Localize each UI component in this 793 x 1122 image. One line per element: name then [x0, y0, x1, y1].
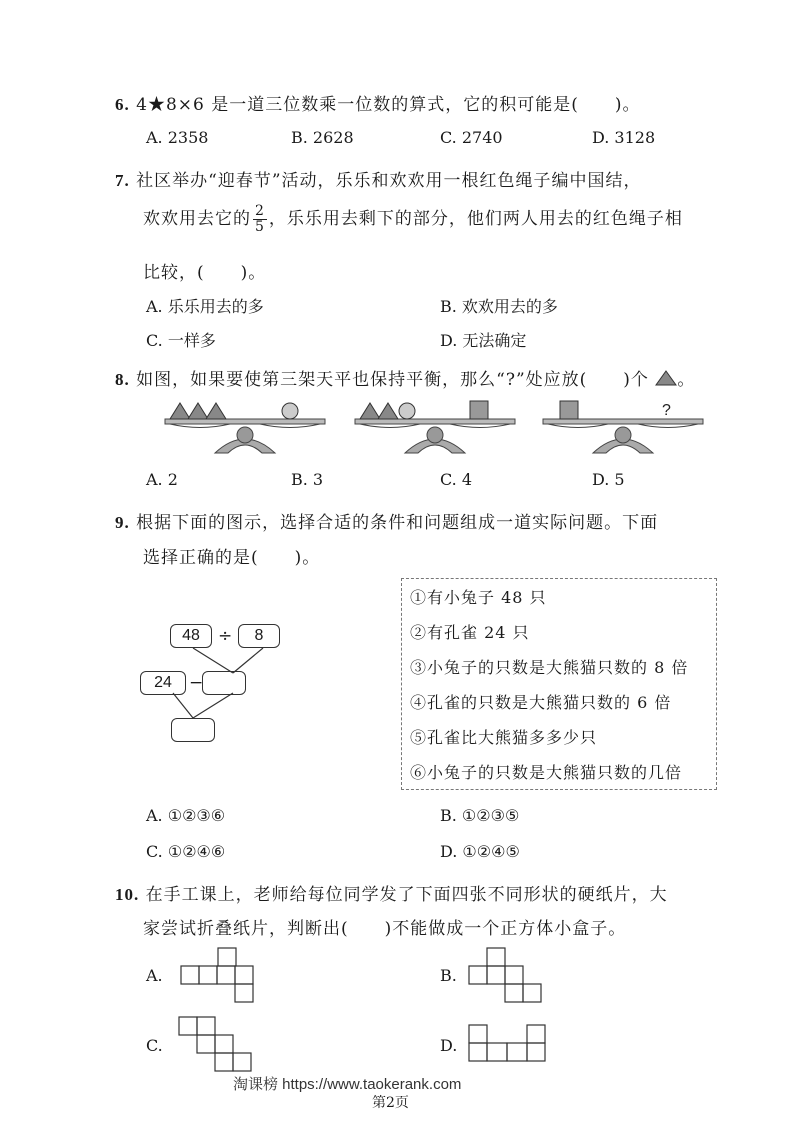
q10-line1-text: 在手工课上，老师给每位同学发了下面四张不同形状的硬纸片，大 [145, 885, 668, 905]
q9-divide-sign: ÷ [218, 626, 233, 646]
q10-option-d[interactable]: D. [440, 1036, 458, 1055]
balance-1 [165, 403, 325, 453]
q7-fraction [253, 204, 267, 235]
q7-line2 [143, 204, 683, 235]
q10-line2: 家尝试折叠纸片，判断出( )不能做成一个正方体小盒子。 [143, 919, 627, 939]
triangle-icon [188, 403, 208, 419]
q7-number: 7. [115, 171, 130, 190]
q9-condition-4: ④孔雀的只数是大熊猫只数的 6 倍 [410, 693, 672, 712]
q8-stem: 如图，如果要使第三架天平也保持平衡，那么“?”处应放( )个 [136, 370, 649, 390]
q9-number: 9. [115, 513, 130, 532]
triangle-icon [170, 403, 190, 419]
q9-condition-1: ①有小兔子 48 只 [410, 588, 547, 607]
q7-line1-text: 社区举办“迎春节”活动，乐乐和欢欢用一根红色绳子编中国结， [136, 171, 642, 191]
balance-3-left-pan [548, 424, 608, 428]
q9-box-empty-2 [171, 718, 215, 742]
q8-option-a[interactable]: A. 2 [146, 470, 178, 489]
q9-option-b[interactable]: B. ①②③⑤ [440, 806, 520, 825]
q9-conditions-box [401, 578, 717, 790]
square-icon [560, 401, 578, 419]
balance-2-pivot [427, 427, 443, 443]
q10-line1 [115, 880, 668, 905]
circle-icon [282, 403, 298, 419]
q6-option-c[interactable]: C. 2740 [440, 128, 503, 147]
question-mark: ? [662, 402, 671, 419]
page-number: 第2页 [372, 1095, 409, 1111]
q9-box-48: 48 [170, 624, 212, 648]
footer-watermark[interactable]: 淘课榜 https://www.taokerank.com [233, 1076, 462, 1093]
q7-line1 [115, 166, 642, 191]
balance-2-beam [355, 419, 515, 424]
balance-figure [160, 395, 720, 457]
q9-box-empty-1 [202, 671, 246, 695]
q6-number: 6. [115, 95, 130, 114]
q9-condition-3: ③小兔子的只数是大熊猫只数的 8 倍 [410, 658, 689, 677]
balance-2-right-pan [450, 424, 510, 428]
q9-line1-text: 根据下面的图示，选择合适的条件和问题组成一道实际问题。下面 [136, 513, 659, 533]
q10-number: 10. [115, 885, 140, 904]
q6-option-d[interactable]: D. 3128 [592, 128, 656, 147]
q7-frac-num: 2 [255, 203, 265, 219]
q8-option-b[interactable]: B. 3 [291, 470, 324, 489]
q9-option-c[interactable]: C. ①②④⑥ [146, 842, 226, 861]
triangle-icon [378, 403, 398, 419]
q8-option-d[interactable]: D. 5 [592, 470, 625, 489]
q9-box-8: 8 [238, 624, 280, 648]
q8-stem-line: 8. 如图，如果要使第三架天平也保持平衡，那么“?”处应放( )个 。 [115, 370, 696, 390]
balance-3 [543, 401, 703, 453]
q10-option-c[interactable]: C. [146, 1036, 163, 1055]
q6-stem-line [115, 90, 641, 115]
q6-option-a[interactable]: A. 2358 [146, 128, 209, 147]
q9-condition-6: ⑥小兔子的只数是大熊猫只数的几倍 [410, 763, 683, 782]
q9-option-a[interactable]: A. ①②③⑥ [146, 806, 226, 825]
balance-1-beam [165, 419, 325, 424]
q9-option-d[interactable]: D. ①②④⑤ [440, 842, 520, 861]
q10-net-b [468, 947, 544, 1005]
q10-net-d [468, 1024, 548, 1066]
q6-option-b[interactable]: B. 2628 [291, 128, 354, 147]
q9-condition-2: ②有孔雀 24 只 [410, 623, 530, 642]
q10-option-b[interactable]: B. [440, 966, 457, 985]
balance-1-pivot [237, 427, 253, 443]
q7-line2-post: ，乐乐用去剩下的部分，他们两人用去的红色绳子相 [268, 209, 683, 229]
q9-box-24: 24 [140, 671, 186, 695]
q7-line2-pre: 欢欢用去它的 [143, 209, 251, 229]
q8-number: 8. [115, 370, 130, 389]
q6-stem: 4★8×6 是一道三位数乘一位数的算式，它的积可能是( )。 [136, 95, 641, 115]
balance-3-right-pan [638, 424, 698, 428]
balance-2-left-pan [360, 424, 420, 428]
triangle-icon [655, 369, 677, 387]
balance-2 [355, 401, 515, 453]
triangle-icon [360, 403, 380, 419]
balance-1-left-pan [170, 424, 230, 428]
q9-minus-sign: − [189, 673, 204, 693]
triangle-icon [206, 403, 226, 419]
q10-net-c [178, 1016, 254, 1074]
q7-option-b[interactable]: B. 欢欢用去的多 [440, 297, 558, 316]
q10-option-a[interactable]: A. [146, 966, 163, 985]
circle-icon [399, 403, 415, 419]
q9-line2: 选择正确的是( )。 [143, 548, 321, 568]
q7-option-d[interactable]: D. 无法确定 [440, 331, 527, 350]
square-icon [470, 401, 488, 419]
q9-line1 [115, 508, 658, 533]
q7-line3: 比较，( )。 [143, 263, 267, 283]
q7-option-c[interactable]: C. 一样多 [146, 331, 216, 350]
q8-option-c[interactable]: C. 4 [440, 470, 473, 489]
balance-3-beam [543, 419, 703, 424]
q7-option-a[interactable]: A. 乐乐用去的多 [146, 297, 264, 316]
q9-condition-5: ⑤孔雀比大熊猫多多少只 [410, 728, 598, 747]
q10-net-a [180, 947, 256, 1003]
q7-frac-den: 5 [255, 219, 265, 235]
balance-1-right-pan [260, 424, 320, 428]
balance-3-pivot [615, 427, 631, 443]
